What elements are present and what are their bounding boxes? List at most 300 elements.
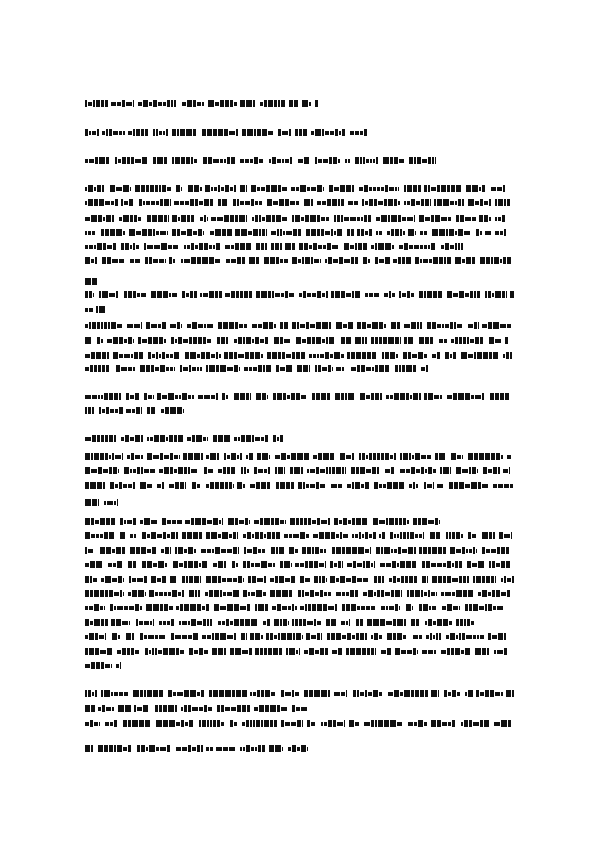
text-glyph xyxy=(184,467,187,474)
text-glyph xyxy=(408,337,413,344)
text-glyph xyxy=(141,407,142,414)
text-glyph xyxy=(264,257,269,264)
text-glyph xyxy=(150,469,155,473)
text-glyph xyxy=(172,157,174,164)
text-glyph xyxy=(433,469,436,473)
text-glyph xyxy=(217,705,220,712)
text-glyph xyxy=(190,690,196,697)
text-glyph xyxy=(252,339,254,343)
text-glyph xyxy=(157,157,163,164)
text-glyph xyxy=(256,482,260,489)
text-glyph xyxy=(182,747,187,751)
text-glyph xyxy=(221,705,224,712)
text-glyph xyxy=(356,467,359,474)
text-glyph xyxy=(199,720,201,727)
text-glyph xyxy=(109,532,114,539)
text-glyph xyxy=(90,576,92,583)
text-glyph xyxy=(144,243,146,250)
text-glyph xyxy=(109,745,113,752)
text-glyph xyxy=(341,692,345,696)
text-glyph xyxy=(102,409,105,413)
text-glyph xyxy=(250,159,253,163)
text-glyph xyxy=(406,469,410,473)
text-glyph xyxy=(295,549,298,553)
text-glyph xyxy=(166,354,169,358)
text-glyph xyxy=(104,393,108,400)
text-glyph xyxy=(146,201,150,205)
text-glyph xyxy=(123,215,129,222)
text-glyph xyxy=(480,692,484,696)
text-glyph xyxy=(291,187,295,191)
text-glyph xyxy=(220,100,224,107)
text-glyph xyxy=(450,354,452,358)
text-glyph xyxy=(258,745,261,752)
text-glyph xyxy=(403,532,406,539)
text-glyph xyxy=(341,291,345,298)
text-glyph xyxy=(85,100,87,107)
text-glyph xyxy=(146,747,148,751)
text-glyph xyxy=(506,690,511,697)
text-glyph xyxy=(190,352,196,359)
text-glyph xyxy=(266,365,271,372)
text-glyph xyxy=(404,185,406,192)
text-glyph xyxy=(485,291,487,298)
text-glyph xyxy=(342,467,344,474)
text-glyph xyxy=(314,690,320,697)
text-glyph xyxy=(340,576,345,583)
text-glyph xyxy=(213,129,217,136)
text-glyph xyxy=(496,590,500,597)
text-glyph xyxy=(459,291,464,298)
text-glyph xyxy=(443,619,448,626)
text-glyph xyxy=(129,576,131,583)
text-glyph xyxy=(371,635,373,639)
text-glyph xyxy=(455,648,460,655)
text-glyph xyxy=(465,484,470,488)
text-glyph xyxy=(365,231,368,235)
text-glyph xyxy=(332,199,337,206)
text-glyph xyxy=(163,705,167,712)
text-glyph xyxy=(401,576,404,583)
text-glyph xyxy=(89,131,91,135)
text-glyph xyxy=(477,291,480,298)
text-glyph xyxy=(504,229,506,236)
text-glyph xyxy=(311,187,316,191)
text-glyph xyxy=(168,690,172,697)
text-glyph xyxy=(334,692,340,696)
text-glyph xyxy=(176,532,178,539)
text-glyph xyxy=(458,199,461,206)
text-glyph xyxy=(321,217,325,221)
text-glyph xyxy=(371,606,375,610)
text-glyph xyxy=(465,648,470,655)
text-glyph xyxy=(119,354,123,358)
text-glyph xyxy=(341,215,343,222)
text-glyph xyxy=(181,231,186,235)
text-glyph xyxy=(395,229,399,236)
text-glyph xyxy=(498,467,500,474)
text-glyph xyxy=(280,337,283,344)
text-glyph xyxy=(135,185,140,192)
text-glyph xyxy=(456,185,461,192)
text-glyph xyxy=(200,367,202,371)
text-glyph xyxy=(317,229,320,236)
text-glyph xyxy=(312,520,316,524)
text-glyph xyxy=(139,720,144,727)
text-glyph xyxy=(289,590,292,597)
text-glyph xyxy=(101,662,104,669)
text-glyph xyxy=(133,367,135,371)
text-glyph xyxy=(105,664,110,668)
text-glyph xyxy=(418,720,423,727)
text-glyph xyxy=(244,324,247,328)
text-glyph xyxy=(130,259,134,263)
text-glyph xyxy=(167,100,170,107)
text-glyph xyxy=(317,185,322,192)
text-glyph xyxy=(92,278,97,285)
text-glyph xyxy=(413,518,417,525)
text-glyph xyxy=(244,467,246,474)
text-glyph xyxy=(372,467,376,474)
text-glyph xyxy=(264,518,270,525)
text-glyph xyxy=(303,482,305,489)
text-line xyxy=(85,547,510,554)
text-glyph xyxy=(376,231,378,235)
text-glyph xyxy=(292,215,294,222)
text-line xyxy=(85,576,514,583)
text-glyph xyxy=(151,365,154,372)
text-glyph xyxy=(175,547,177,554)
text-glyph xyxy=(342,561,343,568)
text-glyph xyxy=(462,469,468,473)
text-glyph xyxy=(414,576,417,583)
text-glyph xyxy=(379,337,382,344)
text-glyph xyxy=(292,352,295,359)
text-glyph xyxy=(192,395,194,399)
text-glyph xyxy=(241,467,243,474)
text-line xyxy=(85,467,510,474)
text-glyph xyxy=(292,257,297,264)
text-glyph xyxy=(352,547,357,554)
text-glyph xyxy=(435,157,436,164)
text-glyph xyxy=(414,215,415,222)
text-glyph xyxy=(204,705,207,712)
text-glyph xyxy=(142,157,147,164)
text-glyph xyxy=(395,648,400,655)
text-glyph xyxy=(225,185,229,192)
text-glyph xyxy=(416,469,420,473)
text-glyph xyxy=(173,692,176,696)
text-glyph xyxy=(411,619,415,626)
text-glyph xyxy=(274,100,277,107)
text-glyph xyxy=(285,520,286,524)
text-glyph xyxy=(88,199,93,206)
text-glyph xyxy=(199,707,203,711)
text-glyph xyxy=(411,467,415,474)
text-glyph xyxy=(133,339,134,343)
text-glyph xyxy=(451,185,455,192)
text-line xyxy=(85,352,513,359)
text-glyph xyxy=(316,393,320,400)
text-glyph xyxy=(402,257,405,264)
text-glyph xyxy=(132,409,135,413)
text-glyph xyxy=(417,650,418,654)
text-glyph xyxy=(113,467,117,474)
text-glyph xyxy=(436,633,438,640)
text-glyph xyxy=(255,215,258,222)
text-glyph xyxy=(85,482,89,489)
text-glyph xyxy=(466,257,471,264)
text-glyph xyxy=(178,337,182,344)
text-glyph xyxy=(450,201,454,205)
text-glyph xyxy=(133,469,136,473)
text-glyph xyxy=(350,245,354,249)
text-glyph xyxy=(392,293,395,297)
text-glyph xyxy=(134,215,137,222)
text-glyph xyxy=(309,354,312,358)
text-glyph xyxy=(378,576,381,583)
text-glyph xyxy=(365,337,367,344)
text-glyph xyxy=(197,367,199,371)
text-glyph xyxy=(167,520,171,524)
text-glyph xyxy=(85,291,88,298)
text-glyph xyxy=(131,157,134,164)
text-glyph xyxy=(425,469,427,473)
text-glyph xyxy=(105,576,111,583)
text-glyph xyxy=(253,367,257,371)
text-glyph xyxy=(151,324,157,328)
text-glyph xyxy=(399,482,404,489)
text-glyph xyxy=(342,129,345,136)
text-glyph xyxy=(153,563,157,567)
text-glyph xyxy=(356,619,359,626)
text-glyph xyxy=(394,690,399,697)
text-glyph xyxy=(219,690,224,697)
text-glyph xyxy=(412,606,413,610)
text-glyph xyxy=(85,690,87,697)
text-glyph xyxy=(265,337,268,344)
text-glyph xyxy=(394,393,399,400)
text-glyph xyxy=(378,720,383,727)
text-glyph xyxy=(197,354,200,358)
text-glyph xyxy=(484,201,488,205)
text-glyph xyxy=(238,354,244,358)
text-glyph xyxy=(379,322,383,329)
text-glyph xyxy=(277,705,280,712)
text-line xyxy=(85,243,463,250)
text-glyph xyxy=(441,185,446,192)
text-glyph xyxy=(503,185,505,192)
text-glyph xyxy=(398,547,401,554)
text-glyph xyxy=(271,185,277,192)
text-glyph xyxy=(379,484,382,488)
text-glyph xyxy=(285,722,290,726)
text-glyph xyxy=(122,547,125,554)
text-glyph xyxy=(93,100,95,107)
text-glyph xyxy=(322,339,325,343)
text-glyph xyxy=(266,633,269,640)
text-glyph xyxy=(172,520,176,524)
text-glyph xyxy=(303,291,306,298)
text-glyph xyxy=(218,469,222,473)
text-glyph xyxy=(218,648,223,655)
text-glyph xyxy=(282,747,283,751)
text-glyph xyxy=(390,395,393,399)
text-glyph xyxy=(162,518,166,525)
text-glyph xyxy=(184,245,186,249)
text-glyph xyxy=(447,561,451,568)
text-glyph xyxy=(478,322,479,329)
text-line xyxy=(85,619,475,626)
text-glyph xyxy=(282,606,287,610)
text-glyph xyxy=(385,469,390,473)
text-glyph xyxy=(191,469,197,473)
text-glyph xyxy=(113,243,116,250)
text-glyph xyxy=(359,532,361,539)
text-line xyxy=(85,532,512,539)
text-glyph xyxy=(454,482,458,489)
text-glyph xyxy=(391,215,397,222)
text-glyph xyxy=(122,648,126,655)
text-glyph xyxy=(366,367,371,371)
text-glyph xyxy=(206,352,210,359)
text-glyph xyxy=(240,747,242,751)
text-glyph xyxy=(336,633,341,640)
text-glyph xyxy=(491,187,496,191)
text-glyph xyxy=(365,201,368,205)
text-glyph xyxy=(373,690,378,697)
text-glyph xyxy=(250,352,254,359)
text-glyph xyxy=(240,185,245,192)
text-glyph xyxy=(181,187,182,191)
text-glyph xyxy=(123,131,125,135)
text-glyph xyxy=(317,354,319,358)
text-glyph xyxy=(299,648,300,655)
text-glyph xyxy=(170,367,173,371)
text-glyph xyxy=(167,621,170,625)
text-glyph xyxy=(485,231,491,235)
text-glyph xyxy=(390,532,393,539)
text-glyph xyxy=(443,467,449,474)
text-glyph xyxy=(137,745,140,752)
text-glyph xyxy=(118,635,120,639)
text-glyph xyxy=(375,720,377,727)
text-glyph xyxy=(172,129,176,136)
text-glyph xyxy=(430,337,433,344)
text-glyph xyxy=(165,259,166,263)
text-glyph xyxy=(120,532,125,539)
text-glyph xyxy=(136,129,140,136)
text-glyph xyxy=(117,650,121,654)
text-glyph xyxy=(186,576,188,583)
text-glyph xyxy=(183,409,184,413)
text-glyph xyxy=(277,437,279,441)
text-glyph xyxy=(407,201,410,205)
text-glyph xyxy=(450,322,453,329)
text-glyph xyxy=(162,395,167,399)
text-glyph xyxy=(295,692,299,696)
text-glyph xyxy=(408,229,414,236)
text-glyph xyxy=(85,648,88,655)
text-line xyxy=(85,129,367,136)
text-glyph xyxy=(437,352,440,359)
text-glyph xyxy=(240,100,245,107)
text-glyph xyxy=(223,747,228,751)
text-glyph xyxy=(419,215,424,222)
text-glyph xyxy=(493,532,495,539)
text-glyph xyxy=(112,578,117,582)
text-glyph xyxy=(125,243,129,250)
text-glyph xyxy=(85,576,89,583)
text-glyph xyxy=(356,633,359,640)
text-glyph xyxy=(160,365,165,372)
text-glyph xyxy=(140,520,143,524)
text-glyph xyxy=(306,534,309,538)
text-glyph xyxy=(107,339,112,343)
text-glyph xyxy=(174,201,179,205)
text-glyph xyxy=(146,365,150,372)
text-glyph xyxy=(85,547,87,554)
text-glyph xyxy=(197,257,201,264)
text-glyph xyxy=(98,215,102,222)
text-glyph xyxy=(468,354,473,358)
text-glyph xyxy=(374,561,375,568)
text-glyph xyxy=(347,633,351,640)
text-glyph xyxy=(89,322,91,329)
text-glyph xyxy=(409,453,411,460)
text-glyph xyxy=(461,534,463,538)
text-glyph xyxy=(365,532,368,539)
text-glyph xyxy=(211,217,216,221)
text-glyph xyxy=(347,352,350,359)
text-glyph xyxy=(457,692,460,696)
text-glyph xyxy=(376,217,380,221)
text-glyph xyxy=(465,692,467,696)
text-glyph xyxy=(168,705,174,712)
text-glyph xyxy=(431,720,436,727)
text-glyph xyxy=(379,534,381,538)
text-glyph xyxy=(419,337,424,344)
text-glyph xyxy=(364,129,367,136)
text-glyph xyxy=(250,692,252,696)
text-glyph xyxy=(147,561,152,568)
text-glyph xyxy=(324,549,326,553)
text-glyph xyxy=(355,337,361,344)
text-glyph xyxy=(300,563,304,567)
text-glyph xyxy=(250,720,252,727)
text-glyph xyxy=(261,243,264,250)
text-glyph xyxy=(163,720,168,727)
text-glyph xyxy=(428,467,432,474)
text-glyph xyxy=(174,435,177,442)
text-glyph xyxy=(223,322,228,329)
text-glyph xyxy=(174,367,175,371)
text-glyph xyxy=(194,291,197,298)
text-glyph xyxy=(139,199,142,206)
text-glyph xyxy=(330,561,333,568)
text-glyph xyxy=(390,157,393,164)
text-glyph xyxy=(406,604,411,611)
text-glyph xyxy=(212,648,217,655)
text-glyph xyxy=(346,337,351,344)
text-glyph xyxy=(259,229,261,236)
text-glyph xyxy=(389,518,394,525)
text-glyph xyxy=(402,217,406,221)
text-glyph xyxy=(241,633,245,640)
text-glyph xyxy=(266,215,271,222)
text-glyph xyxy=(186,157,190,164)
text-glyph xyxy=(275,518,279,525)
